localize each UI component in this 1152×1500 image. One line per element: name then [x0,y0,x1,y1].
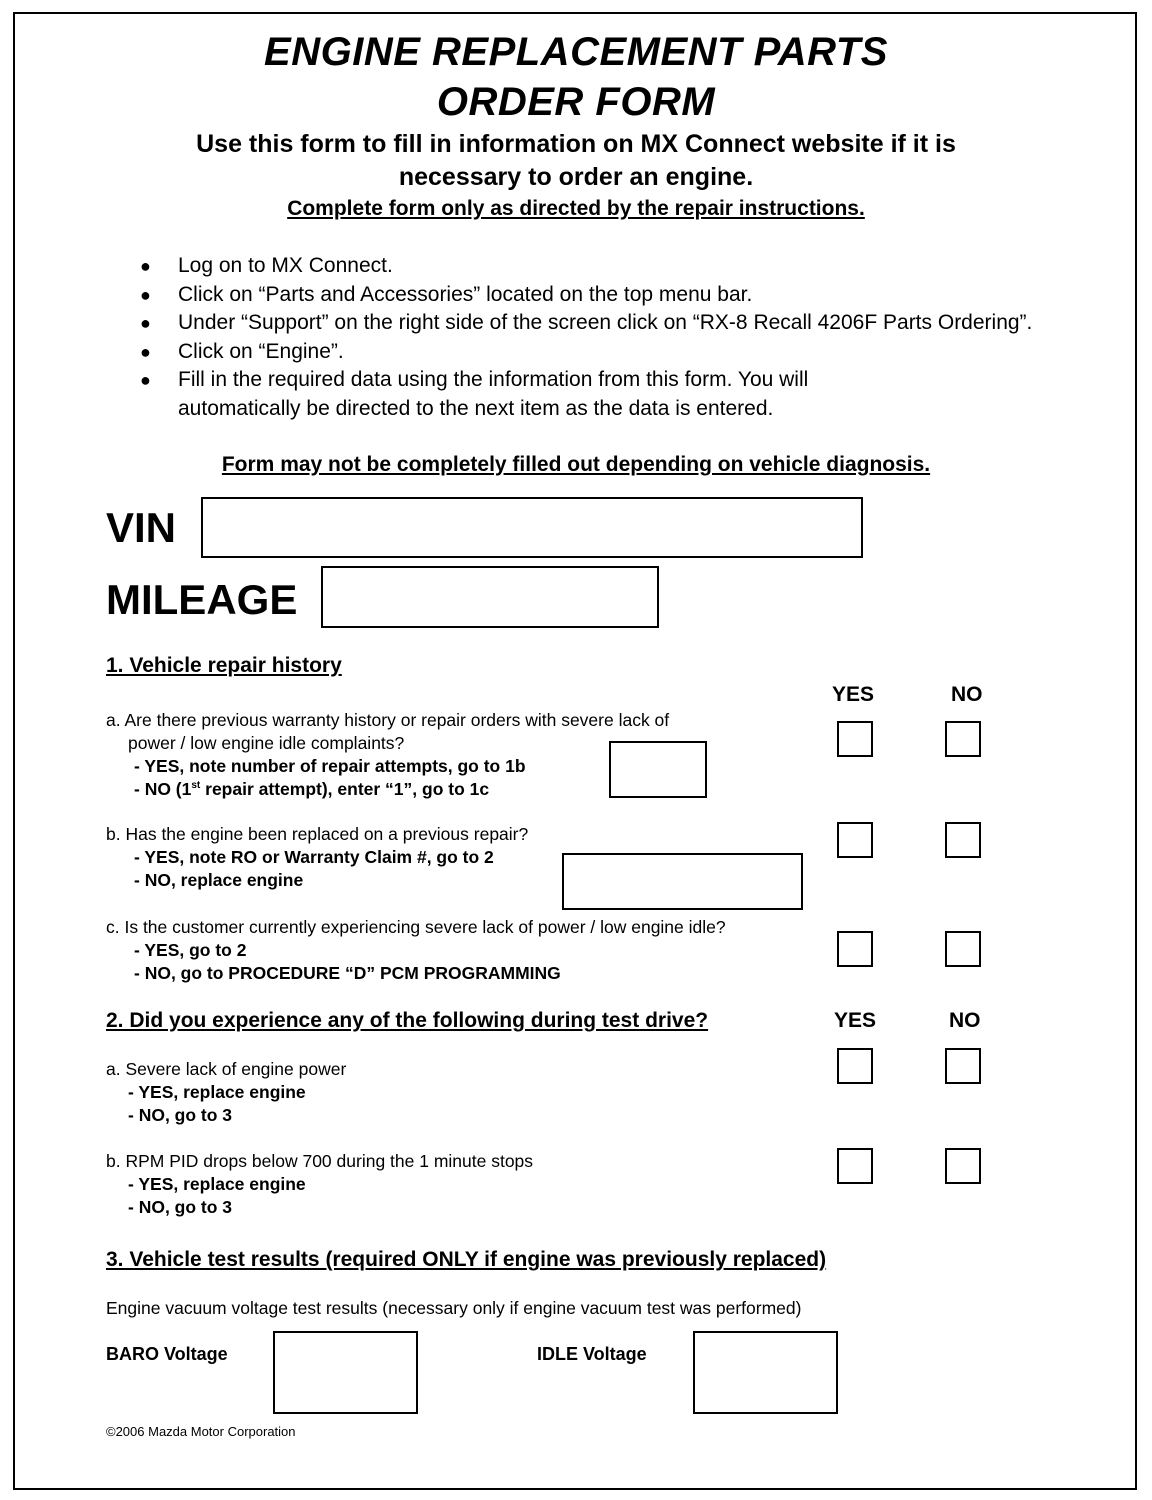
form-title-line1: ENGINE REPLACEMENT PARTS [264,30,888,74]
question-1a-cont: power / low engine idle complaints? [128,733,405,753]
question-1c: c. Is the customer currently experiencing severe lack of power / low engine idle? [106,917,726,937]
bullet-icon: ● [140,313,151,333]
directive-text: Complete form only as directed by the repair instructions. [287,197,865,220]
diagnosis-note: Form may not be completely filled out depending on vehicle diagnosis. [221,453,931,476]
list-item: ● Log on to MX Connect. [140,252,1060,281]
q1a-yes-checkbox[interactable] [837,721,873,757]
list-item: ● Under “Support” on the right side of the screen click on “RX-8 Recall 4206F Parts Ordering”. [140,309,1060,338]
mileage-label: MILEAGE [106,576,298,623]
repair-attempts-input[interactable] [609,741,707,798]
question-1c-yes: - YES, go to 2 [134,940,247,960]
q1c-yes-checkbox[interactable] [837,931,873,967]
section2-heading: 2. Did you experience any of the following during test drive? [106,1009,709,1032]
bullet-icon: ● [140,256,151,276]
instruction-list [140,252,1060,423]
ro-claim-input[interactable] [562,853,803,910]
question-1c-no: - NO, go to PROCEDURE “D” PCM PROGRAMMING [134,963,561,983]
copyright: ©2006 Mazda Motor Corporation [106,1424,296,1439]
form-title-line2: ORDER FORM [436,80,716,124]
q2b-yes-checkbox[interactable] [837,1148,873,1184]
q2a-no-checkbox[interactable] [945,1048,981,1084]
q1a-no-checkbox[interactable] [945,721,981,757]
question-1a-yes: - YES, note number of repair attempts, go to 1b [134,756,526,776]
question-2a-no: - NO, go to 3 [128,1105,233,1125]
list-item: ● Fill in the required data using the information from this form. You will automatically be directed to the next item as the data is entered. [140,368,809,420]
question-1b: b. Has the engine been replaced on a previous repair? [106,824,529,844]
question-2b: b. RPM PID drops below 700 during the 1 minute stops [106,1151,534,1171]
question-2b-yes: - YES, replace engine [128,1174,306,1194]
subtitle-line1: Use this form to fill in information on MX Connect website if it is [196,130,956,158]
bullet-icon: ● [140,341,151,362]
mileage-input[interactable] [321,566,659,628]
q2a-yes-checkbox[interactable] [837,1048,873,1084]
q1b-no-checkbox[interactable] [945,822,981,858]
section1-heading: 1. Vehicle repair history [106,654,342,677]
question-2b-no: - NO, go to 3 [128,1197,233,1217]
section3-heading: 3. Vehicle test results (required ONLY if engine was previously replaced) [106,1248,827,1271]
question-1b-yes: - YES, note RO or Warranty Claim #, go to 2 [134,847,494,867]
question-1b-no: - NO, replace engine [134,870,304,890]
q1b-yes-checkbox[interactable] [837,822,873,858]
q1c-no-checkbox[interactable] [945,931,981,967]
idle-voltage-label: IDLE Voltage [537,1344,647,1364]
no-column-header: NO [949,1009,981,1032]
question-2a-yes: - YES, replace engine [128,1082,306,1102]
vin-label: VIN [106,504,177,551]
section3-description: Engine vacuum voltage test results (necessary only if engine vacuum test was performed) [106,1298,802,1318]
yes-column-header: YES [832,683,875,706]
baro-voltage-label: BARO Voltage [106,1344,228,1364]
list-item: ● Click on “Parts and Accessories” located on the top menu bar. [140,281,1060,310]
subtitle-line2: necessary to order an engine. [398,163,754,191]
yes-column-header: YES [834,1009,877,1032]
question-1a-no: - NO (1st repair attempt), enter “1”, go to 1c [134,779,490,799]
no-column-header: NO [951,683,983,706]
q2b-no-checkbox[interactable] [945,1148,981,1184]
baro-voltage-input[interactable] [273,1331,418,1414]
idle-voltage-input[interactable] [693,1331,838,1414]
question-2a: a. Severe lack of engine power [106,1059,347,1079]
list-item: ● Click on “Engine”. [140,338,1060,367]
bullet-icon: ● [140,370,151,390]
vin-input[interactable] [201,497,863,558]
bullet-icon: ● [140,284,151,305]
question-1a: a. Are there previous warranty history or repair orders with severe lack of [106,710,670,730]
